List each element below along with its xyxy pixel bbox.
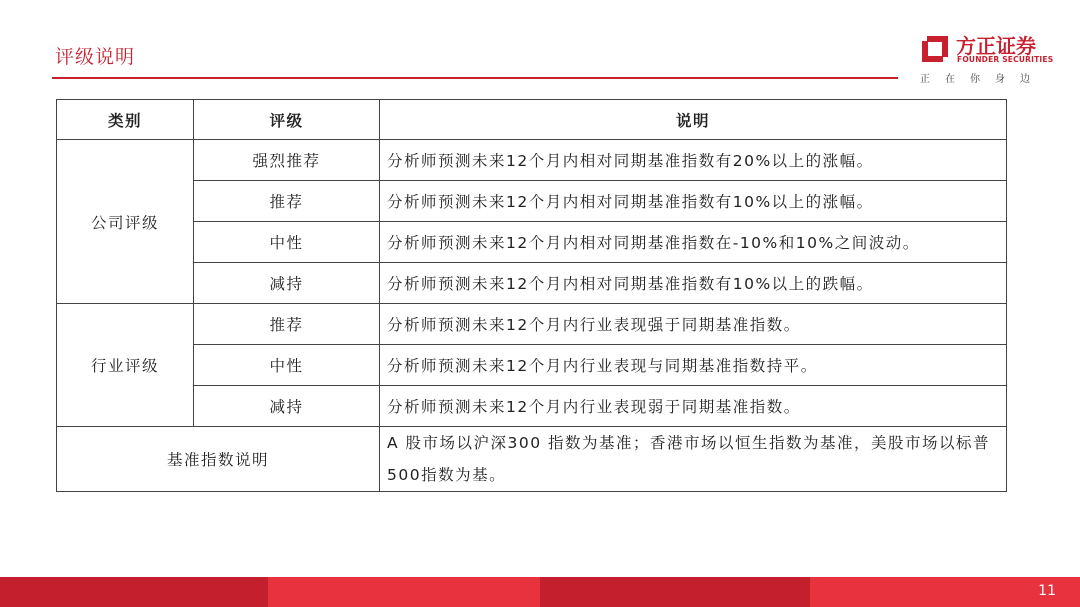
description-cell: 分析师预测未来12个月内相对同期基准指数有10%以上的跌幅。 <box>380 263 1007 304</box>
logo-slogan: 正在你身边 <box>920 74 1045 85</box>
description-cell: 分析师预测未来12个月内相对同期基准指数有10%以上的涨幅。 <box>380 181 1007 222</box>
rating-cell: 强烈推荐 <box>194 140 380 181</box>
logo-name-cn: 方正证券 <box>956 34 1036 58</box>
rating-cell: 减持 <box>194 263 380 304</box>
logo-name-en: FOUNDER SECURITIES <box>957 55 1054 64</box>
description-cell: 分析师预测未来12个月内行业表现与同期基准指数持平。 <box>380 345 1007 386</box>
rating-cell: 推荐 <box>194 181 380 222</box>
rating-cell: 推荐 <box>194 304 380 345</box>
table-header-row <box>57 100 1007 140</box>
table-row <box>57 427 1007 492</box>
category-company: 公司评级 <box>57 140 194 304</box>
table-row <box>57 345 1007 386</box>
rating-cell: 减持 <box>194 386 380 427</box>
description-cell: 分析师预测未来12个月内相对同期基准指数在-10%和10%之间波动。 <box>380 222 1007 263</box>
footer-bar <box>0 577 1080 607</box>
rating-cell: 中性 <box>194 222 380 263</box>
description-cell: 分析师预测未来12个月内行业表现强于同期基准指数。 <box>380 304 1007 345</box>
title-divider <box>52 77 898 79</box>
description-cell: 分析师预测未来12个月内相对同期基准指数有20%以上的涨幅。 <box>380 140 1007 181</box>
category-industry: 行业评级 <box>57 304 194 427</box>
header-rating: 评级 <box>194 100 380 140</box>
rating-cell: 中性 <box>194 345 380 386</box>
benchmark-description: A 股市场以沪深300 指数为基准；香港市场以恒生指数为基准，美股市场以标普500指数为基。 <box>380 427 1007 492</box>
footer-segment <box>268 577 540 607</box>
table-row <box>57 386 1007 427</box>
founder-logo-icon <box>918 32 952 66</box>
rating-table <box>56 99 1007 492</box>
table-row <box>57 263 1007 304</box>
table-row <box>57 304 1007 345</box>
description-cell: 分析师预测未来12个月内行业表现弱于同期基准指数。 <box>380 386 1007 427</box>
footer-segment <box>540 577 810 607</box>
footer-segment <box>0 577 268 607</box>
header-description: 说明 <box>380 100 1007 140</box>
page-number: 11 <box>1038 583 1056 599</box>
category-benchmark: 基准指数说明 <box>57 427 380 492</box>
header-category: 类别 <box>57 100 194 140</box>
company-logo <box>918 32 1054 85</box>
table-row <box>57 140 1007 181</box>
page-title: 评级说明 <box>55 46 136 68</box>
table-row <box>57 181 1007 222</box>
table-row <box>57 222 1007 263</box>
